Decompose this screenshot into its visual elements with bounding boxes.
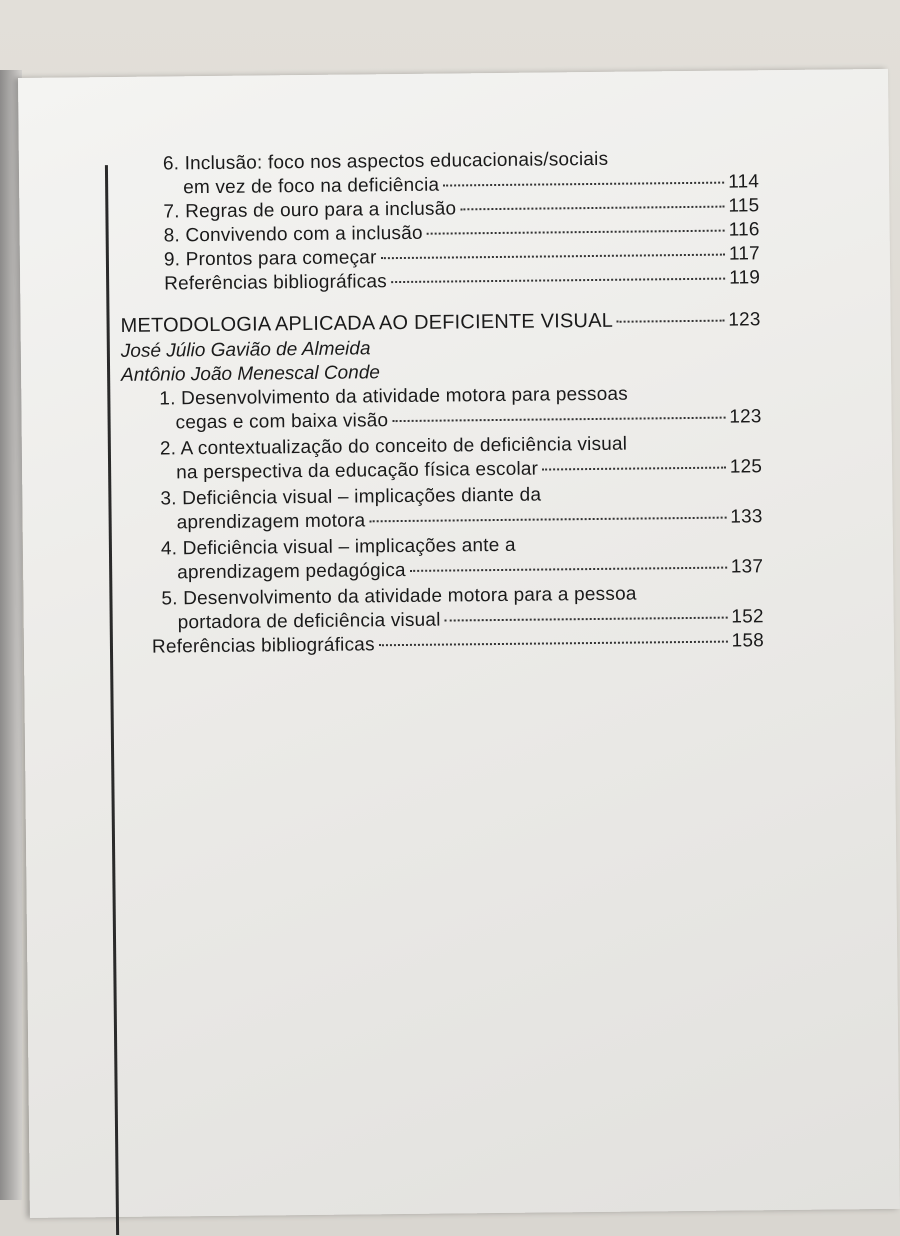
dot-leader [369, 517, 726, 523]
toc-entry-text: 8. Convivendo com a inclusão [163, 222, 423, 247]
toc-entry-text: 7. Regras de ouro para a inclusão [163, 198, 457, 223]
dot-leader [427, 230, 725, 235]
book-spine-edge [0, 70, 22, 1200]
dot-leader [381, 254, 725, 260]
toc-entry-text: 2. A contextualização do conceito de deficiência visual [159, 433, 628, 460]
table-of-contents [119, 146, 764, 660]
page-number: 123 [728, 309, 761, 331]
page-number: 125 [729, 456, 763, 478]
dot-leader [391, 278, 725, 284]
toc-entry-2[interactable] [122, 431, 762, 486]
toc-entry-5[interactable] [123, 581, 763, 636]
book-page [18, 69, 900, 1218]
toc-entry-text: 5. Desenvolvimento da atividade motora para a pessoa [161, 583, 637, 610]
toc-entry-text: 9. Prontos para começar [163, 247, 377, 271]
toc-entry-text: em vez de foco na deficiência [183, 174, 440, 199]
page-number: 115 [728, 195, 760, 217]
page-number: 158 [731, 630, 765, 652]
dot-leader [410, 567, 727, 572]
toc-entry-text: 4. Deficiência visual – implicações ante a [160, 534, 516, 560]
dot-leader [392, 417, 725, 422]
dot-leader [445, 617, 728, 622]
page-number: 116 [728, 219, 760, 241]
toc-entry-text: na perspectiva da educação física escolar [176, 458, 539, 484]
toc-entry-4[interactable] [123, 531, 763, 586]
toc-entry-text: portadora de deficiência visual [177, 609, 441, 634]
dot-leader [443, 182, 724, 187]
page-number: 117 [728, 243, 760, 265]
toc-entry-text: cegas e com baixa visão [175, 410, 389, 434]
toc-entry-6[interactable] [119, 146, 759, 201]
dot-leader [617, 320, 724, 323]
dot-leader [542, 467, 726, 471]
page-number: 152 [731, 606, 764, 628]
author-name: José Júlio Gavião de Almeida [120, 338, 371, 362]
toc-entry-text: aprendizagem pedagógica [177, 559, 406, 584]
toc-entry-text: Referências bibliográficas [164, 271, 388, 295]
toc-entry-text: 1. Desenvolvimento da atividade motora para pessoas [159, 383, 629, 410]
page-number: 119 [729, 267, 761, 289]
toc-entry-text: Referências bibliográficas [151, 634, 375, 658]
margin-rule [105, 165, 119, 1235]
section-title: METODOLOGIA APLICADA AO DEFICIENTE VISUAL [120, 309, 614, 337]
toc-entry-3[interactable] [122, 481, 762, 536]
page-number: 137 [730, 556, 764, 578]
page-number: 123 [729, 406, 762, 428]
toc-entry-text: aprendizagem motora [176, 510, 366, 534]
dot-leader [460, 206, 724, 211]
toc-entry-1[interactable] [121, 381, 761, 436]
toc-entry-text: 3. Deficiência visual – implicações diante da [160, 484, 542, 510]
toc-entry-text: 6. Inclusão: foco nos aspectos educacionais/sociais [162, 148, 609, 175]
author-name: Antônio João Menescal Conde [121, 362, 381, 386]
dot-leader [379, 641, 728, 647]
page-number: 133 [730, 506, 763, 528]
page-number: 114 [728, 171, 760, 193]
